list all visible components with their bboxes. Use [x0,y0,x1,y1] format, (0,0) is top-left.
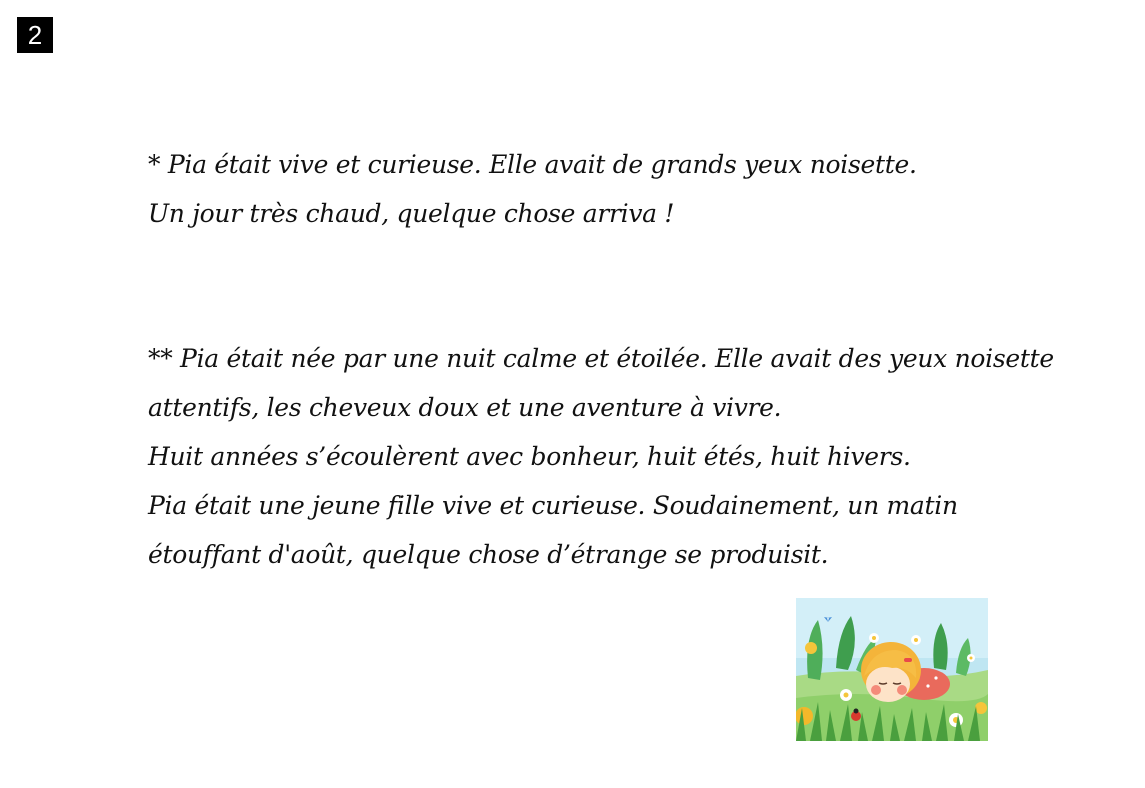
text-line: attentifs, les cheveux doux et une aventure à vivre. [148,393,782,422]
text-line: Un jour très chaud, quelque chose arriva ! [148,199,675,228]
text-line: étouffant d'août, quelque chose d’étrange se produisit. [148,540,829,569]
text-line: Huit années s’écoulèrent avec bonheur, huit étés, huit hivers. [148,442,911,471]
page-number-badge: 2 [17,17,53,53]
short-version-text [148,140,917,238]
text-line: * Pia était vive et curieuse. Elle avait de grands yeux noisette. [148,150,917,179]
text-line: ** Pia était née par une nuit calme et étoilée. Elle avait des yeux noisette [148,344,1054,373]
girl-in-meadow-illustration [796,598,988,741]
text-line: Pia était une jeune fille vive et curieuse. Soudainement, un matin [148,491,958,520]
long-version-text [148,334,1054,579]
